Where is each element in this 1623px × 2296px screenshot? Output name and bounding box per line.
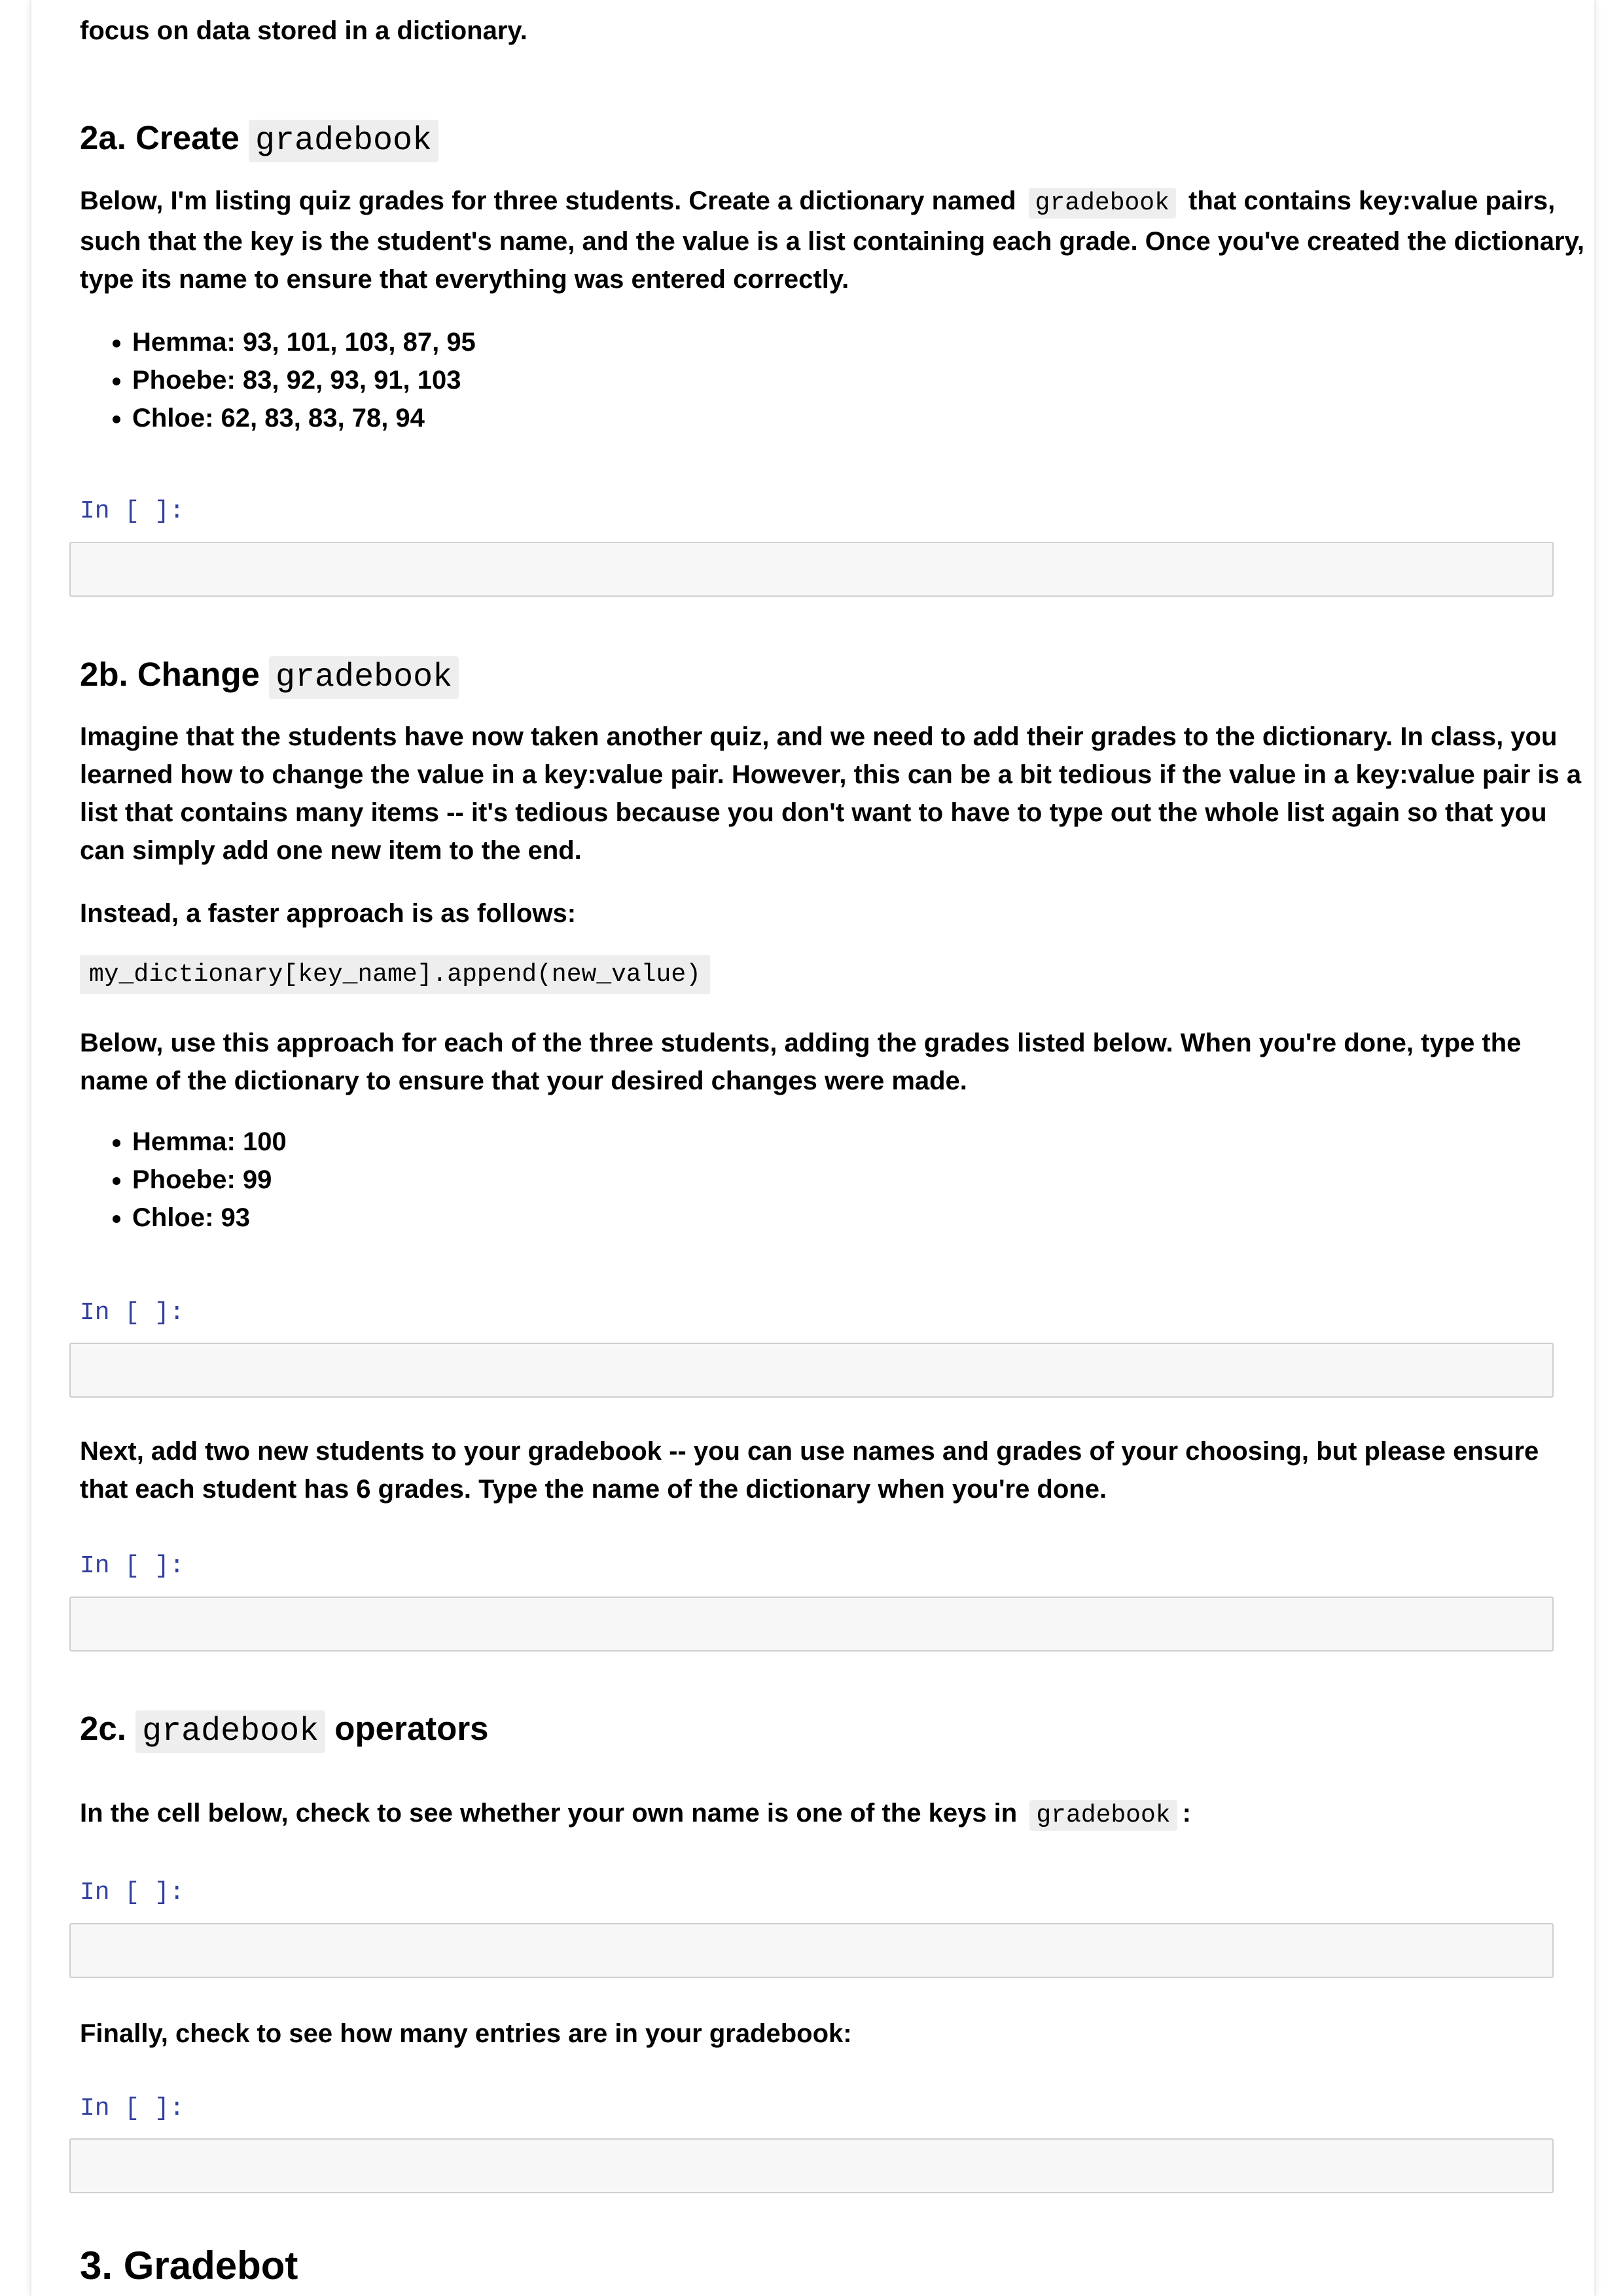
code-cell-input[interactable]	[69, 542, 1554, 597]
section-2a-paragraph-part-3: containing each grade. Once you've created the dictionary, type its name to ensure that everything was entered correctly.	[80, 227, 1584, 294]
section-2c-paragraph-part-1: In the cell below, check to see whether your own name is one of the keys in	[80, 1799, 1018, 1828]
section-2c-paragraph-1	[80, 1794, 1585, 1835]
next-section-heading: 3. Gradebot	[80, 2244, 298, 2287]
section-2a-heading	[80, 115, 438, 164]
section-2a-paragraph-code: gradebook	[1029, 188, 1176, 219]
cell-prompt: In [ ]:	[80, 1552, 185, 1580]
section-2b-paragraph-1: Imagine that the students have now taken another quiz, and we need to add their grades to the dictionary. In class, you learned how to change the value in a key:value pair. However, this can be a bit tedious if the value in a key:value pair is a list that contains many items -- it's tedious because you don't want to have to type out the whole list again so that you can simply add one new item to the end.	[80, 722, 1582, 865]
intro-text-fragment: focus on data stored in a dictionary.	[80, 16, 527, 45]
notebook-page	[30, 0, 1596, 2296]
section-2a-paragraph-emphasis: list	[808, 227, 846, 256]
section-2c-heading-code: gradebook	[135, 1710, 325, 1753]
section-2b-paragraph-2: Instead, a faster approach is as follows:	[80, 899, 577, 928]
section-2c-heading-text: 2c.	[80, 1710, 126, 1747]
cell-prompt: In [ ]:	[80, 497, 185, 525]
section-2a-heading-text: 2a. Create	[80, 119, 240, 156]
cell-prompt: In [ ]:	[80, 2094, 185, 2123]
list-item: • Hemma: 93, 101, 103, 87, 95	[132, 323, 476, 361]
section-2c-heading-suffix: operators	[334, 1710, 489, 1747]
section-2b-heading	[80, 652, 459, 701]
code-cell-input[interactable]	[69, 2138, 1554, 2193]
list-item: • Hemma: 100	[132, 1123, 287, 1161]
append-code-example: my_dictionary[key_name].append(new_value)	[80, 955, 710, 994]
section-2b-heading-code: gradebook	[269, 656, 459, 699]
section-2c-paragraph-code: gradebook	[1029, 1800, 1177, 1831]
section-2c-paragraph-colon: :	[1182, 1799, 1191, 1828]
section-2a-paragraph-part-1: Below, I'm listing quiz grades for three students. Create a dictionary named	[80, 186, 1016, 215]
list-item: • Chloe: 93	[132, 1199, 287, 1237]
cell-prompt: In [ ]:	[80, 1299, 185, 1327]
code-cell-input[interactable]	[69, 1597, 1554, 1651]
section-2b-grade-list	[80, 1123, 287, 1237]
section-2a-grade-list	[80, 323, 476, 437]
section-2a-heading-code: gradebook	[249, 120, 438, 162]
list-item: • Chloe: 62, 83, 83, 78, 94	[132, 399, 476, 437]
list-item: • Phoebe: 99	[132, 1161, 287, 1199]
code-cell-input[interactable]	[69, 1923, 1554, 1978]
cell-prompt: In [ ]:	[80, 1879, 185, 1907]
section-2a-paragraph	[80, 182, 1585, 298]
section-2b-heading-text: 2b. Change	[80, 656, 260, 693]
section-2b-paragraph-4: Next, add two new students to your gradebook -- you can use names and grades of your choosing, but please ensure that each student has 6 grades. Type the name of the dictionary when you're done.	[80, 1437, 1539, 1504]
section-2c-paragraph-2: Finally, check to see how many entries are in your gradebook:	[80, 2019, 852, 2048]
section-2c-heading	[80, 1706, 489, 1755]
section-2a-paragraph-part-2: that contains key:value pairs, such that the key is the student's name, and the value is a	[80, 186, 1556, 256]
section-2b-paragraph-3: Below, use this approach for each of the three students, adding the grades listed below. When you're done, type the name of the dictionary to ensure that your desired changes were made.	[80, 1029, 1522, 1095]
code-cell-input[interactable]	[69, 1343, 1554, 1398]
list-item: • Phoebe: 83, 92, 93, 91, 103	[132, 361, 476, 399]
